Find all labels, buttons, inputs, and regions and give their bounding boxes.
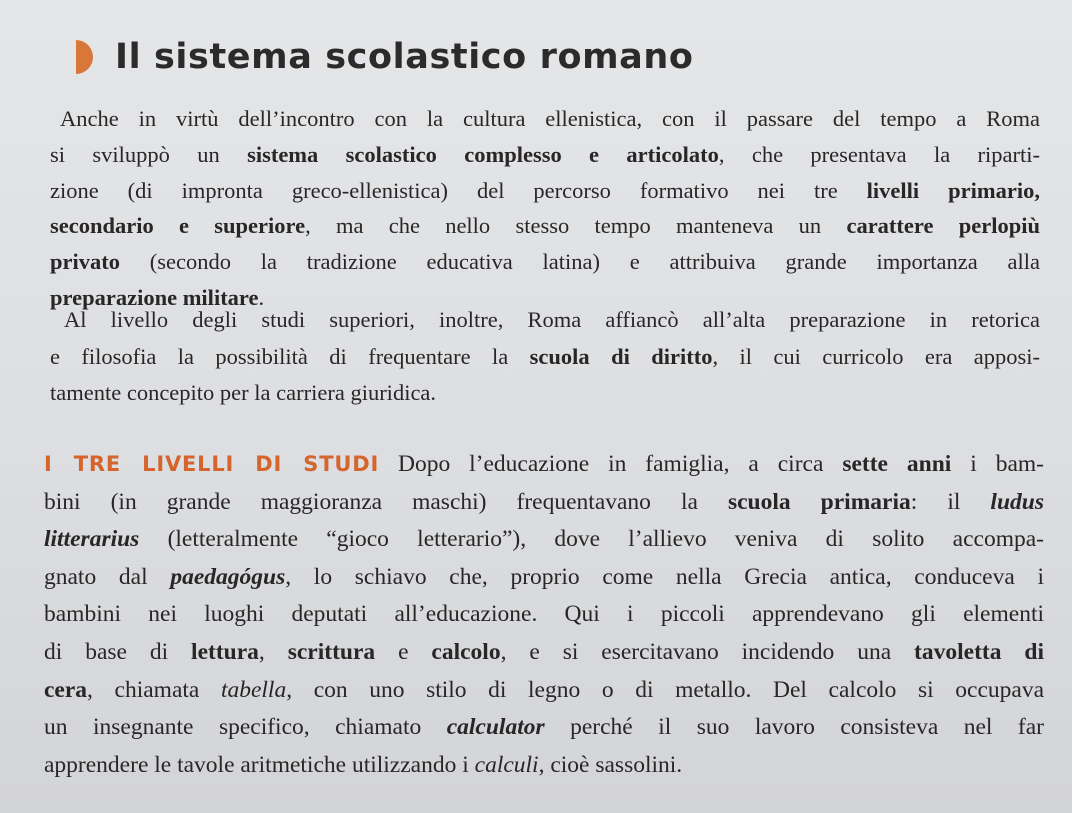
paragraph-higher-studies	[50, 302, 1040, 412]
bold-term: privato	[50, 249, 120, 275]
bold-term: tavoletta di	[914, 638, 1044, 665]
text: , cioè sassolini.	[538, 751, 683, 778]
text-line	[50, 173, 1040, 209]
text: ,	[258, 638, 288, 665]
latin-term: paedagógus	[170, 563, 286, 590]
paragraph-intro	[50, 101, 1040, 316]
bold-term: scrittura	[287, 638, 376, 665]
latin-term: calculi	[474, 751, 539, 778]
text: perché il suo lavoro consisteva nel far	[544, 714, 1044, 741]
text: (secondo la tradizione educativa latina) e attribuiva grande importanza alla	[120, 249, 1040, 275]
bold-term: livelli primario,	[866, 177, 1040, 203]
text-line	[50, 208, 1040, 244]
text: bini (in grande maggioranza maschi) frequentavano la	[44, 488, 728, 515]
bold-term: calcolo	[431, 638, 501, 665]
text: gnato dal	[44, 563, 171, 590]
text: , lo schiavo che, proprio come nella Grecia antica, conduceva i	[285, 563, 1044, 590]
text: , e si esercitavano incidendo una	[500, 638, 915, 665]
bold-term: sette anni	[842, 451, 952, 477]
bold-term: carattere perlopiù	[846, 213, 1040, 239]
bold-term: cera	[44, 676, 88, 703]
section-heading	[76, 32, 694, 82]
text: un insegnante specifico, chiamato	[44, 714, 447, 741]
text-line	[44, 709, 1044, 747]
paragraph-levels-of-study	[44, 446, 1044, 784]
text-line	[50, 339, 1040, 376]
bold-term: scuola di diritto	[529, 343, 713, 369]
text-line	[44, 484, 1044, 522]
latin-term: ludus	[990, 488, 1044, 515]
text: bambini nei luoghi deputati all’educazione. Qui i piccoli apprendevano gli elementi	[44, 601, 1044, 628]
text: apprendere le tavole aritmetiche utilizzando i	[44, 751, 475, 778]
latin-term: litterarius	[44, 526, 140, 553]
bold-term: preparazione militare	[50, 284, 259, 310]
text: , chiamata	[87, 676, 221, 703]
text-line	[44, 747, 1044, 785]
paragraph-lead-heading: I TRE LIVELLI DI STUDI	[44, 452, 380, 476]
bold-term: scuola primaria	[727, 488, 911, 515]
latin-term: calculator	[446, 714, 545, 741]
text: .	[258, 284, 265, 310]
heading-bullet-marker	[76, 40, 93, 74]
text-line	[44, 559, 1044, 597]
text-line	[50, 137, 1040, 173]
text-line	[44, 672, 1044, 710]
text: : il	[910, 488, 991, 515]
text-line	[50, 101, 1040, 137]
text: si sviluppò un	[50, 141, 248, 167]
text: e filosofia la possibilità di frequentare la	[50, 343, 530, 369]
text: di base di	[44, 638, 192, 665]
text: , ma che nello stesso tempo manteneva un	[305, 213, 847, 239]
text-line	[50, 302, 1040, 339]
text: (letteralmente “gioco letterario”), dove l’allievo veniva di solito accompa-	[139, 526, 1044, 553]
latin-term: tabella	[220, 676, 287, 703]
text: , che presentava la riparti-	[718, 141, 1040, 167]
text-line	[44, 634, 1044, 672]
bold-term: sistema scolastico complesso e articolato	[247, 141, 719, 167]
text-line	[44, 446, 1044, 484]
text-line	[44, 521, 1044, 559]
text-line	[50, 244, 1040, 280]
text-line	[50, 375, 1040, 412]
text: i bam-	[951, 451, 1044, 477]
section-title: Il sistema scolastico romano	[115, 37, 694, 77]
text: Anche in virtù dell’incontro con la cultura ellenistica, con il passare del tempo a Roma	[60, 106, 1040, 131]
bold-term: lettura	[191, 638, 259, 665]
text: , il cui curricolo era apposi-	[712, 343, 1040, 369]
bold-term: secondario e superiore	[50, 213, 306, 239]
text: zione (di impronta greco-ellenistica) del percorso formativo nei tre	[50, 177, 867, 203]
text-line	[44, 596, 1044, 634]
text: , con uno stilo di legno o di metallo. Del calcolo si occupava	[286, 676, 1044, 703]
text: e	[375, 638, 432, 665]
text: Dopo l’educazione in famiglia, a circa	[379, 451, 843, 477]
text: Al livello degli studi superiori, inoltre, Roma affiancò all’alta preparazione in retorica	[64, 307, 1040, 332]
text: tamente concepito per la carriera giuridica.	[50, 380, 437, 405]
